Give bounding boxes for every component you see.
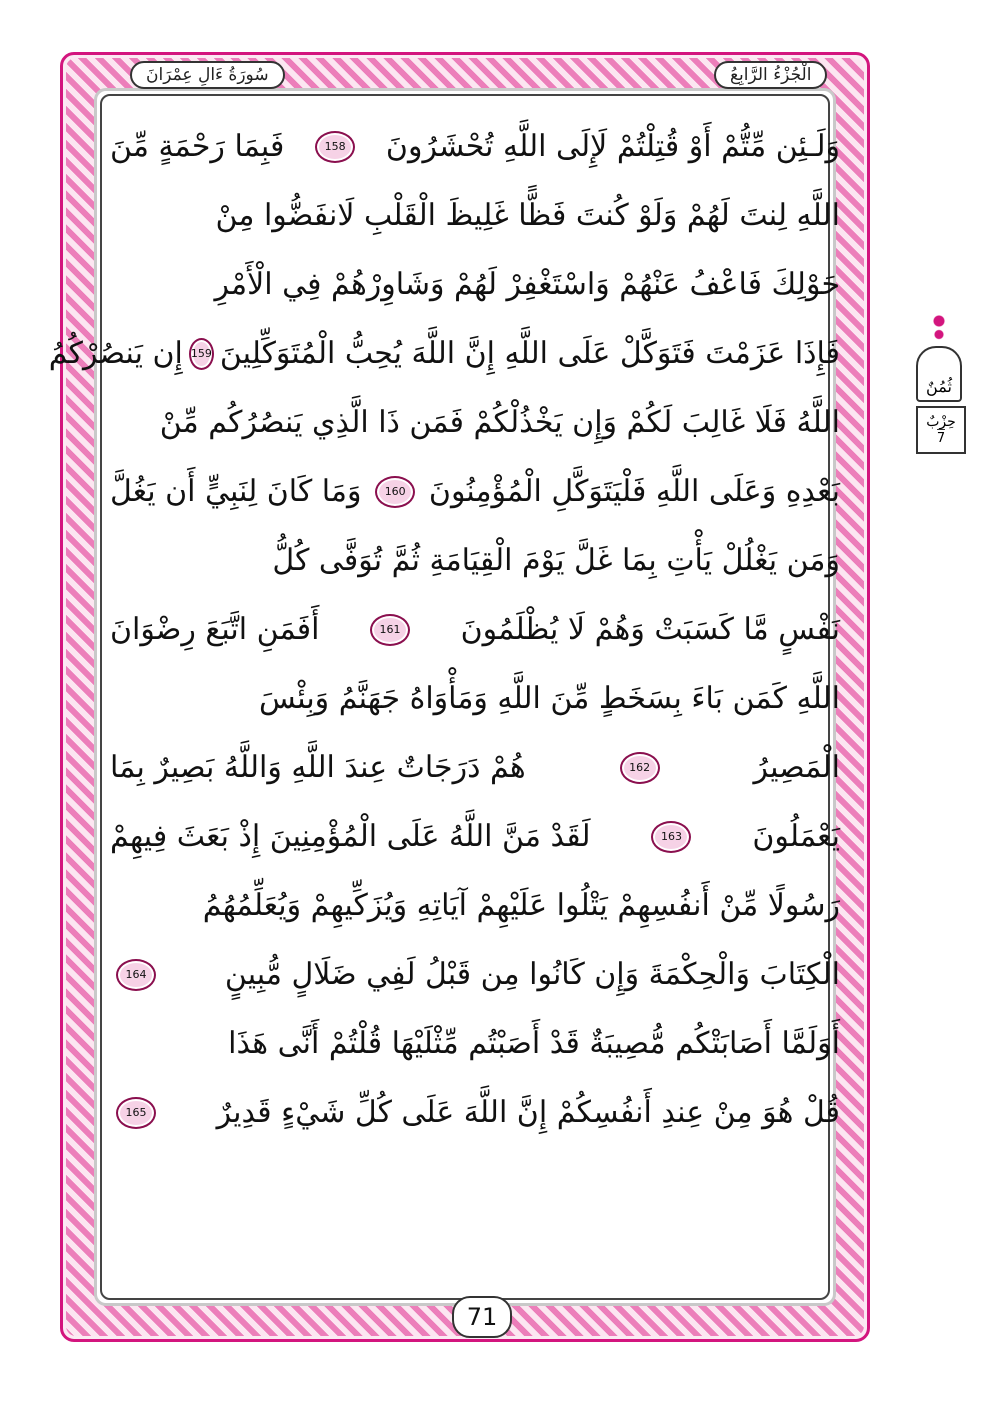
surah-header bbox=[130, 56, 285, 94]
verse-text: رَسُولًا مِّنْ أَنفُسِهِمْ يَتْلُوا عَلَيْهِمْ آيَاتِهِ وَيُزَكِّيهِمْ وَيُعَلِّمُهُمُ bbox=[202, 888, 840, 923]
verse-text: فَبِمَا رَحْمَةٍ مِّنَ bbox=[110, 129, 285, 164]
quran-text-body bbox=[48, 112, 840, 1292]
verse-text: الْكِتَابَ وَالْحِكْمَةَ وَإِن كَانُوا مِن قَبْلُ لَفِي ضَلَالٍ مُّبِينٍ bbox=[224, 957, 840, 992]
juz-header bbox=[714, 56, 827, 94]
ayah-number-marker: 160 bbox=[375, 476, 415, 508]
verse-text: اللَّهِ كَمَن بَاءَ بِسَخَطٍ مِّنَ اللَّهِ وَمَأْوَاهُ جَهَنَّمُ وَبِئْسَ bbox=[259, 681, 840, 716]
verse-text: وَمَن يَغْلُلْ يَأْتِ بِمَا غَلَّ يَوْمَ الْقِيَامَةِ ثُمَّ تُوَفَّى كُلُّ bbox=[272, 543, 840, 578]
verse-text: إِن يَنصُرْكُمُ bbox=[48, 336, 183, 371]
verse-text: نَفْسٍ مَّا كَسَبَتْ وَهُمْ لَا يُظْلَمُونَ bbox=[460, 612, 840, 647]
text-line bbox=[110, 1078, 840, 1147]
text-line bbox=[110, 733, 840, 802]
verse-text: الْمَصِيرُ bbox=[753, 750, 840, 785]
verse-text: وَلَـئِن مِّتُّمْ أَوْ قُتِلْتُمْ لَإِلَى اللَّهِ تُحْشَرُونَ bbox=[385, 129, 840, 164]
ornament-icon bbox=[932, 312, 946, 342]
hizb-marker bbox=[916, 406, 966, 454]
verse-text: بَعْدِهِ وَعَلَى اللَّهِ فَلْيَتَوَكَّلِ الْمُؤْمِنُونَ bbox=[428, 474, 840, 509]
verse-text: قُلْ هُوَ مِنْ عِندِ أَنفُسِكُمْ إِنَّ اللَّهَ عَلَى كُلِّ شَيْءٍ قَدِيرٌ bbox=[216, 1095, 840, 1130]
hizb-side-marker bbox=[914, 312, 966, 458]
hizb-number: 7 bbox=[936, 431, 946, 446]
surah-label: سُورَةُ ءَالِ عِمْرَانَ bbox=[130, 61, 285, 89]
ayah-number-marker: 161 bbox=[370, 614, 410, 646]
page-number: 71 bbox=[452, 1296, 512, 1338]
text-line bbox=[110, 871, 840, 940]
ayah-number-marker: 163 bbox=[651, 821, 691, 853]
text-line bbox=[110, 181, 840, 250]
ayah-number-marker: 158 bbox=[315, 131, 355, 163]
text-line bbox=[110, 595, 840, 664]
verse-text: وَمَا كَانَ لِنَبِيٍّ أَن يَغُلَّ bbox=[110, 474, 362, 509]
ayah-number-marker: 162 bbox=[620, 752, 660, 784]
verse-text: حَوْلِكَ فَاعْفُ عَنْهُمْ وَاسْتَغْفِرْ لَهُمْ وَشَاوِرْهُمْ فِي الْأَمْرِ bbox=[214, 267, 840, 302]
ayah-number-marker: 164 bbox=[116, 959, 156, 991]
verse-text: اللَّهِ لِنتَ لَهُمْ وَلَوْ كُنتَ فَظًّا غَلِيظَ الْقَلْبِ لَانفَضُّوا مِنْ bbox=[215, 198, 840, 233]
text-line bbox=[110, 940, 840, 1009]
juz-label: الْجُزْءُ الرَّابِعُ bbox=[714, 61, 827, 89]
thumun-label: ثُمُنٌ bbox=[926, 377, 952, 396]
text-line bbox=[110, 112, 840, 181]
text-line bbox=[110, 526, 840, 595]
text-line bbox=[110, 664, 840, 733]
text-line bbox=[110, 457, 840, 526]
ayah-number-marker: 165 bbox=[116, 1097, 156, 1129]
verse-text: هُمْ دَرَجَاتٌ عِندَ اللَّهِ وَاللَّهُ بَصِيرٌ بِمَا bbox=[110, 750, 526, 785]
verse-text: فَإِذَا عَزَمْتَ فَتَوَكَّلْ عَلَى اللَّهِ إِنَّ اللَّهَ يُحِبُّ الْمُتَوَكِّلِينَ bbox=[219, 336, 840, 371]
verse-text: أَوَلَمَّا أَصَابَتْكُم مُّصِيبَةٌ قَدْ أَصَبْتُم مِّثْلَيْهَا قُلْتُمْ أَنَّى هَذَا bbox=[228, 1026, 840, 1061]
verse-text: لَقَدْ مَنَّ اللَّهُ عَلَى الْمُؤْمِنِينَ إِذْ بَعَثَ فِيهِمْ bbox=[110, 819, 591, 854]
hizb-label: حِزْبٌ bbox=[926, 414, 956, 430]
thumun-marker bbox=[916, 346, 962, 402]
text-line bbox=[110, 388, 840, 457]
ayah-number-marker: 159 bbox=[189, 338, 214, 370]
text-line bbox=[48, 319, 840, 388]
text-line bbox=[110, 250, 840, 319]
verse-text: اللَّهُ فَلَا غَالِبَ لَكُمْ وَإِن يَخْذُلْكُمْ فَمَن ذَا الَّذِي يَنصُرُكُم مِّنْ bbox=[159, 405, 840, 440]
text-line bbox=[110, 802, 840, 871]
text-line bbox=[110, 1009, 840, 1078]
verse-text: يَعْمَلُونَ bbox=[752, 819, 840, 854]
verse-text: أَفَمَنِ اتَّبَعَ رِضْوَانَ bbox=[110, 612, 320, 647]
